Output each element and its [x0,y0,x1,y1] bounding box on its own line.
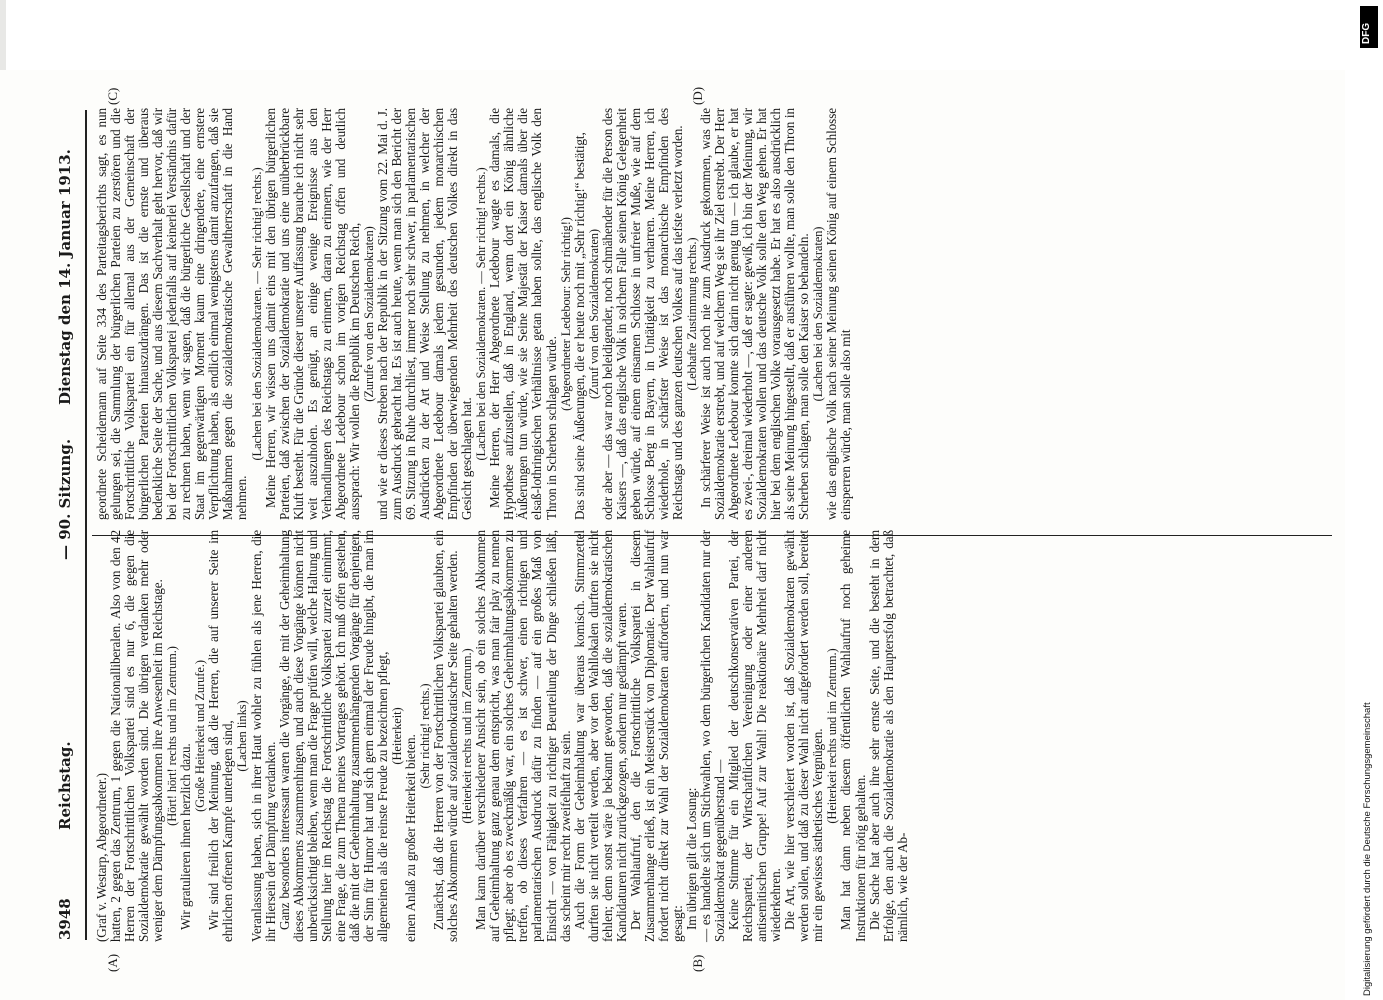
paragraph: Man hat dann neben diesem öffentlichen Wahlaufruf noch geheime Instruktionen für nötig gehalten. [838,530,868,942]
interjection: (Große Heiterkeit und Zurufe.) [193,660,208,812]
paragraph: und wie er dieses Streben nach der Republik in der Sitzung vom 22. Mai d. J. zum Ausdruck gebracht hat. Es ist auch heute, wenn man sich den Bericht der 69. Sitzung in Ruhe durchliest, immer noch sehr schwer, in parlamentarischen Ausdrücken zu der Art und Weise Stellung zu nehmen, in welcher der Abgeordnete Ledebour damals jedem gesunden, jedem monarchischen Empfinden der überwiegenden Mehrheit des deutschen Volkes direkt in das Gesicht geschlagen hat. [374,108,475,520]
interjection: (Lachen links) [235,700,250,772]
paragraph: einen Anlaß zu großer Heiterkeit bieten. [403,734,419,942]
paragraph: hatten, 2 gegen das Zentrum, 1 gegen die Nationalliberalen. Also von den 42 Herren der Fortschrittlichen Volkspartei sind es nur 6, die gegen die Sozialdemokratie gewählt worden sind. Die übrigen verdanken mehr oder weniger dem Dämpfungsabkommen ihre Anwesenheit im Reichstage. [108,530,166,942]
margin-letter-b: (B) [690,954,705,972]
left-column [95,530,910,942]
digitization-credit: Digitalisierung gefördert durch die Deutsche Forschungsgemeinschaft [1362,702,1373,996]
paragraph: Man kann darüber verschiedener Ansicht sein, ob ein solches Abkommen auf Geheimhaltung ganz genau dem entspricht, was man fair play zu nennen pflegt; aber ob es zweckmäßig war, ein solches Geheimhaltungsabkommen zu treffen, ob dieses Verfahren — es ist schwer, einen richtigen und parlamentarischen Ausdruck dafür zu finden — auf ein großes Maß von Einsicht — von Fähigkeit zu richtiger Beurteilung der Dinge schließen läßt, das scheint mir recht zweifelhaft zu sein. [473,530,573,942]
interjection: (Sehr richtig! rechts.) [418,683,433,789]
interjection: (Zuruf von den Sozialdemokraten) [586,229,601,400]
paragraph: In schärferer Weise ist auch noch nie zum Ausdruck gekommen, was die Sozialdemokratie erstrebt, und auf welchem Weg sie ihr Ziel erstrebt. Der Herr Abgeordnete Ledebour konnte sich darin nicht genug tun — ich glaube, er hat es zwei-, dreimal wiederholt —, daß er sagte: gewiß, ich bin der Meinung, wir Sozialdemokraten wollen und das deutsche Volk sollte den Weg gehen. Er hat hier bei dem englischen Volke vorausgesetzt habe. Er hat es also ausdrücklich als seine Meinung hingestellt, daß er ausführen wollte, man solle den Thron in Scherben schlagen, man solle den Kaiser so behandeln. [698,108,812,520]
header-session: — 90. Sitzung. [56,438,74,560]
right-column [95,108,854,520]
paragraph: Die Art, wie hier verschleiert worden ist, daß Sozialdemokraten gewählt werden sollen, und daß zu dieser Wahl nicht aufgefordert werden soll, bereitet mir ein gewisses ästhetisches Vergnügen. [782,530,826,942]
paragraph: Der Wahlaufruf, den die Fortschrittliche Volkspartei in diesem Zusammenhange erließ, ist ein Meisterstück von Diplomatie. Der Wahlaufruf fordert nicht direkt zur Wahl der Sozialdemokraten auffordern, und nun war gesagt: [627,530,685,942]
reichstag-protocol-page [0,70,1345,1000]
header-date: Dienstag den 14. Januar 1913. [56,149,74,405]
paragraph: Zunächst, daß die Herren von der Fortschrittlichen Volkspartei glaubten, ein solches Abkommen würde auf sozialdemokratischer Seite gehalten werden. [431,530,461,942]
paragraph: geordnete Scheidemann auf Seite 334 des Parteitagsberichts sagt, es nun gelungen sei, die Sammlung der bürgerlichen Parteien zu zerstören und die Fortschrittliche Volkspartei ein für allemal aus der Gemeinschaft der bürgerlichen Parteien hinauszudrängen. Das ist die ernste und überaus bedenkliche Seite der Sache, und aus diesem Sachverhalt geht hervor, daß wir bei der Fortschrittlichen Volkspartei jedenfalls auf keinerlei Verständnis dafür zu rechnen haben, wenn wir sagen, daß die bürgerliche Gesellschaft und der Staat im gegenwärtigen Moment kaum eine dringendere, eine ernstere Verpflichtung haben, als endlich einmal wenigstens damit anzufangen, daß sie Maßnahmen gegen die sozialdemokratische Gewaltherrschaft in die Hand nehmen. [94,108,250,520]
paragraph: Im übrigen gilt die Losung: [683,787,699,930]
paragraph: Meine Herren, der Herr Abgeordnete Ledebour wagte es damals, die Hypothese aufzustellen, daß in England, wenn dort ein König ähnliche Äußerungen tun würde, wie sie Seine Majestät der Kaiser damals über die elsaß-lothringischen Verhältnisse getan haben sollte, das englische Volk den Thron in Scherben schlagen würde. [487,108,559,520]
page-number: 3948 [56,898,74,940]
interjection: (Heiterkeit rechts und im Zentrum.) [460,648,475,824]
margin-letter-a: (A) [105,953,120,972]
page-header [50,110,84,940]
interjection: (Abgeordneter Ledebour: Sehr richtig!) [558,217,573,411]
dfg-logo [1360,6,1378,48]
speaker-line: (Graf v. Westarp, Abgeordneter.) [94,773,109,942]
paragraph: Auch die Form der Geheimhaltung war überaus komisch. Stimmzettel durften sie nicht verteilt werden, aber vor den Wahllokalen durften sie nicht fehlen; denn sonst wäre ja bekannt geworden, daß die sozialdemokratischen Kandidaturen nicht zurückgezogen, sondern nur gedämpft waren. [571,530,629,942]
paragraph: oder aber — das war noch beleidigender, noch schmähender für die Person des Kaisers —, daß das englische Volk in solchem Falle seinen König Gelegenheit geben würde, auf einem einsamen Schlosse in unfreier Muße, wie auf dem Schlosse Berg in Bayern, in Untätigkeit zu verharren. Meine Herren, ich wiederhole, in schärfster Weise ist das monarchische Empfinden des Reichstags und des ganzen deutschen Volkes auf das tiefste verletzt worden. [599,108,685,520]
paragraph: Ganz besonders interessant waren die Vorgänge, die mit der Geheimhaltung dieses Abkommens zusammenhingen, und auch diese Vorgänge können nicht unberücksichtigt bleiben, wenn man die Frage prüfen will, welche Haltung und Stellung hier im Reichstag die Fortschrittliche Volkspartei zurzeit einnimmt, eine Frage, die zum Thema meines Vortrages gehört. Ich muß offen gestehen, daß die mit der Geheimhaltung zusammenhängenden Vorgänge für denjenigen, der Sinn für Humor hat und sich gern einmal der Freude hingibt, die man im allgemeinen als die reinste Freude zu bezeichnen pflegt, [276,530,390,942]
interjection: (Lachen bei den Sozialdemokraten) [811,226,826,402]
paragraph: Wir gratulieren ihnen herzlich dazu. [178,743,194,930]
paragraph: — es handelte sich um Stichwahlen, wo dem bürgerlichen Kandidaten nur der Sozialdemokrat gegenüberstand — [698,530,728,942]
interjection: (Lachen bei den Sozialdemokraten. — Sehr richtig! rechts.) [474,167,489,461]
paragraph: Wir sind freilich der Meinung, daß die Herren, die auf unserer Seite im ehrlichen offenen Kampfe unterlegen sind, [206,530,236,942]
interjection: (Zurufe von den Sozialdemokraten) [361,226,376,402]
margin-letter-d: (D) [690,86,705,105]
interjection: (Hört! hört! rechts und im Zentrum.) [165,646,180,826]
paragraph: wie das englische Volk nach seiner Meinung seinen König auf einem Schlosse einsperren würde, man solle also mit [824,108,854,520]
paragraph: Meine Herren, wir wissen uns damit eins mit den übrigen bürgerlichen Parteien, daß zwischen der Sozialdemokratie und uns eine unüberbrückbare Kluft besteht. Für die Gründe dieser unserer Auffassung brauche ich nicht sehr weit auszuholen. Es genügt, an einige wenige Ereignisse aus den Verhandlungen des Reichstags zu erinnern, daran zu erinnern, wie der Herr Abgeordnete Ledebour schon im vorigen Reichstag offen und deutlich aussprach: Wir wollen die Republik im Deutschen Reich, [262,108,362,520]
interjection: (Lebhafte Zustimmung rechts.) [684,237,699,391]
header-left: Reichstag. [56,741,74,830]
interjection: (Heiterkeit rechts und im Zentrum.) [825,648,840,824]
interjection: (Heiterkeit) [389,707,404,765]
paragraph: Die Sache hat aber auch ihre sehr ernste Seite, und die besteht in dem Erfolge, den auch die Sozialdemokratie als den Hauptersfolg betrachtet, daß nämlich, wie der Ab- [866,530,910,942]
header-rule [85,110,87,940]
quoted-paragraph: Keine Stimme für ein Mitglied der deutschkonservativen Partei, der Reichspartei, der Wirtschaftlichen Vereinigung oder einer anderen antisemitischen Gruppe! Auf zur Wahl! Die reaktionäre Mehrheit darf nicht wiederkehren. [726,530,784,942]
paragraph: Veranlassung haben, sich in ihrer Haut wohler zu fühlen als jene Herren, die ihr Hiersein der Dämpfung verdanken. [248,530,278,942]
interjection: (Lachen bei den Sozialdemokraten. — Sehr richtig! rechts.) [249,167,264,461]
dfg-logo-text: DFG [1361,22,1372,44]
paragraph: Das sind seine Äußerungen, die er heute noch mit „Sehr richtig!“ bestätigt, [571,132,587,520]
margin-letter-c: (C) [105,87,120,105]
